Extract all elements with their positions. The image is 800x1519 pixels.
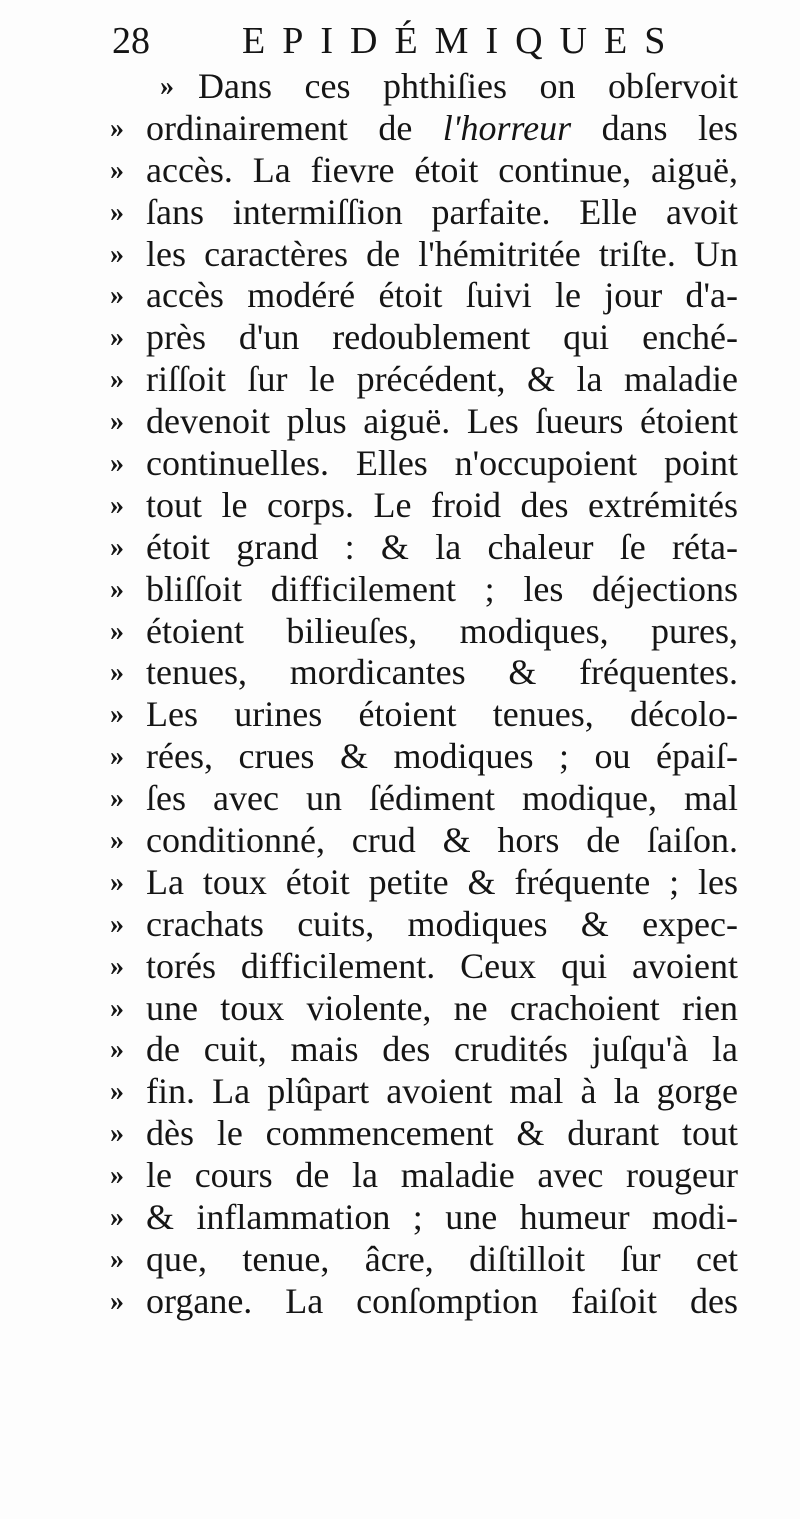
- line-text-part: que, tenue, âcre, diſtilloit ſur cet: [146, 1238, 738, 1279]
- quote-mark: »: [110, 866, 124, 898]
- line-text: [146, 1239, 738, 1281]
- text-line: [110, 611, 740, 653]
- text-line: [110, 862, 740, 904]
- line-text: [146, 778, 738, 820]
- line-text: [146, 1071, 738, 1113]
- text-line: [110, 485, 740, 527]
- line-text-part: Dans ces phthiſies on obſervoit: [198, 66, 738, 106]
- line-text: [146, 359, 738, 401]
- line-text: [146, 694, 738, 736]
- line-text: [146, 569, 738, 611]
- line-text-part: dès le commencement & durant tout: [146, 1113, 738, 1154]
- quote-mark: »: [110, 783, 124, 815]
- line-text-part: accès. La fievre étoit continue, aiguë,: [146, 149, 738, 190]
- line-text-part: étoit grand : & la chaleur ſe réta-: [146, 526, 738, 567]
- text-line: [110, 443, 740, 485]
- emphasized-word: l'horreur: [442, 107, 572, 148]
- quote-mark: »: [110, 238, 124, 270]
- line-text: [146, 108, 738, 150]
- text-line: [110, 694, 740, 736]
- line-text: [146, 234, 738, 276]
- text-line: [110, 988, 740, 1030]
- text-line: [110, 527, 740, 569]
- running-head: EPIDÉMIQUES: [242, 20, 683, 62]
- quote-mark: »: [110, 364, 124, 396]
- quote-mark: »: [110, 657, 124, 689]
- quote-mark: »: [110, 992, 124, 1024]
- line-text: [146, 736, 738, 778]
- text-line: [110, 652, 740, 694]
- quote-mark: »: [110, 489, 124, 521]
- line-text-part: étoient bilieuſes, modiques, pures,: [146, 610, 738, 651]
- quote-mark: »: [110, 531, 124, 563]
- line-text-part: riſſoit ſur le précédent, & la maladie: [146, 359, 738, 400]
- body-text: [110, 66, 740, 1323]
- line-text-part: & inflammation ; une humeur modi-: [146, 1197, 738, 1238]
- line-text-part: une toux violente, ne crachoient rien: [146, 987, 738, 1028]
- line-text: [146, 401, 738, 443]
- line-text: [146, 527, 738, 569]
- quote-mark: »: [110, 448, 124, 480]
- line-text-part: dans les: [571, 107, 738, 148]
- line-text: [146, 1029, 738, 1071]
- text-line: [110, 108, 740, 150]
- line-text-part: Les urines étoient tenues, décolo-: [146, 694, 738, 735]
- line-text: [146, 988, 738, 1030]
- text-line: [110, 401, 740, 443]
- quote-mark: »: [110, 196, 124, 228]
- quote-mark: »: [110, 1285, 124, 1317]
- page-header: [112, 14, 683, 68]
- line-text-part: près d'un redoublement qui enché-: [146, 317, 738, 358]
- quote-mark: »: [110, 1243, 124, 1275]
- quote-mark: »: [160, 71, 174, 102]
- line-text: [146, 485, 738, 527]
- quote-mark: »: [110, 615, 124, 647]
- quote-mark: »: [110, 406, 124, 438]
- quote-mark: »: [110, 741, 124, 773]
- quote-mark: »: [110, 322, 124, 354]
- quote-mark: »: [110, 825, 124, 857]
- line-text-part: torés difficilement. Ceux qui avoient: [146, 945, 738, 986]
- line-text-part: rées, crues & modiques ; ou épaiſ-: [146, 736, 738, 777]
- line-text-part: ſans intermiſſion parfaite. Elle avoit: [146, 191, 738, 232]
- line-text: [146, 443, 738, 485]
- quote-mark: »: [110, 154, 124, 186]
- line-text-part: ſes avec un ſédiment modique, mal: [146, 778, 738, 819]
- quote-mark: »: [110, 908, 124, 940]
- text-line: [110, 192, 740, 234]
- line-text: [146, 1197, 738, 1239]
- text-line: [110, 150, 740, 192]
- line-text-part: les caractères de l'hémitritée triſte. Un: [146, 233, 738, 274]
- line-text-part: organe. La conſomption faiſoit des: [146, 1280, 738, 1321]
- text-line: [110, 1029, 740, 1071]
- line-text-part: continuelles. Elles n'occupoient point: [146, 443, 738, 484]
- line-text-part: accès modéré étoit ſuivi le jour d'a-: [146, 275, 738, 316]
- text-line: [110, 1071, 740, 1113]
- page-number: 28: [112, 20, 150, 62]
- line-text-part: le cours de la maladie avec rougeur: [146, 1155, 738, 1196]
- line-text-part: bliſſoit difficilement ; les déjections: [146, 568, 738, 609]
- text-line: [110, 359, 740, 401]
- text-line: [110, 1113, 740, 1155]
- quote-mark: »: [110, 950, 124, 982]
- line-text-part: La toux étoit petite & fréquente ; les: [146, 861, 738, 902]
- line-text: [146, 652, 738, 694]
- quote-mark: »: [110, 112, 124, 144]
- line-text-part: fin. La plûpart avoient mal à la gorge: [146, 1071, 738, 1112]
- quote-mark: »: [110, 699, 124, 731]
- quote-mark: »: [110, 280, 124, 312]
- text-line: [110, 1197, 740, 1239]
- line-text: [146, 862, 738, 904]
- text-line: [110, 275, 740, 317]
- quote-mark: »: [110, 1076, 124, 1108]
- text-line: [110, 736, 740, 778]
- line-text: [146, 317, 738, 359]
- text-line: [110, 778, 740, 820]
- line-text: [146, 275, 738, 317]
- line-text-part: conditionné, crud & hors de ſaiſon.: [146, 820, 738, 861]
- quote-mark: »: [110, 1034, 124, 1066]
- line-text: [198, 66, 738, 108]
- line-text: [146, 150, 738, 192]
- line-text-part: tout le corps. Le froid des extrémités: [146, 484, 738, 525]
- text-line: [110, 234, 740, 276]
- text-line: [110, 569, 740, 611]
- line-text: [146, 904, 738, 946]
- quote-mark: »: [110, 1118, 124, 1150]
- line-text-part: devenoit plus aiguë. Les ſueurs étoient: [146, 401, 738, 442]
- line-text: [146, 946, 738, 988]
- line-text-part: crachats cuits, modiques & expec-: [146, 903, 738, 944]
- text-line: [110, 66, 740, 108]
- line-text: [146, 1155, 738, 1197]
- line-text: [146, 192, 738, 234]
- text-line: [110, 1155, 740, 1197]
- line-text: [146, 611, 738, 653]
- text-line: [110, 820, 740, 862]
- line-text: [146, 1113, 738, 1155]
- line-text: [146, 820, 738, 862]
- quote-mark: »: [110, 573, 124, 605]
- line-text-part: de cuit, mais des crudités juſqu'à la: [146, 1029, 738, 1070]
- text-line: [110, 1281, 740, 1323]
- text-line: [110, 946, 740, 988]
- quote-mark: »: [110, 1160, 124, 1192]
- text-line: [110, 317, 740, 359]
- line-text-part: tenues, mordicantes & fréquentes.: [146, 652, 738, 693]
- line-text: [146, 1281, 738, 1323]
- text-line: [110, 1239, 740, 1281]
- quote-mark: »: [110, 1202, 124, 1234]
- line-text-part: ordinairement de: [146, 107, 443, 148]
- text-line: [110, 904, 740, 946]
